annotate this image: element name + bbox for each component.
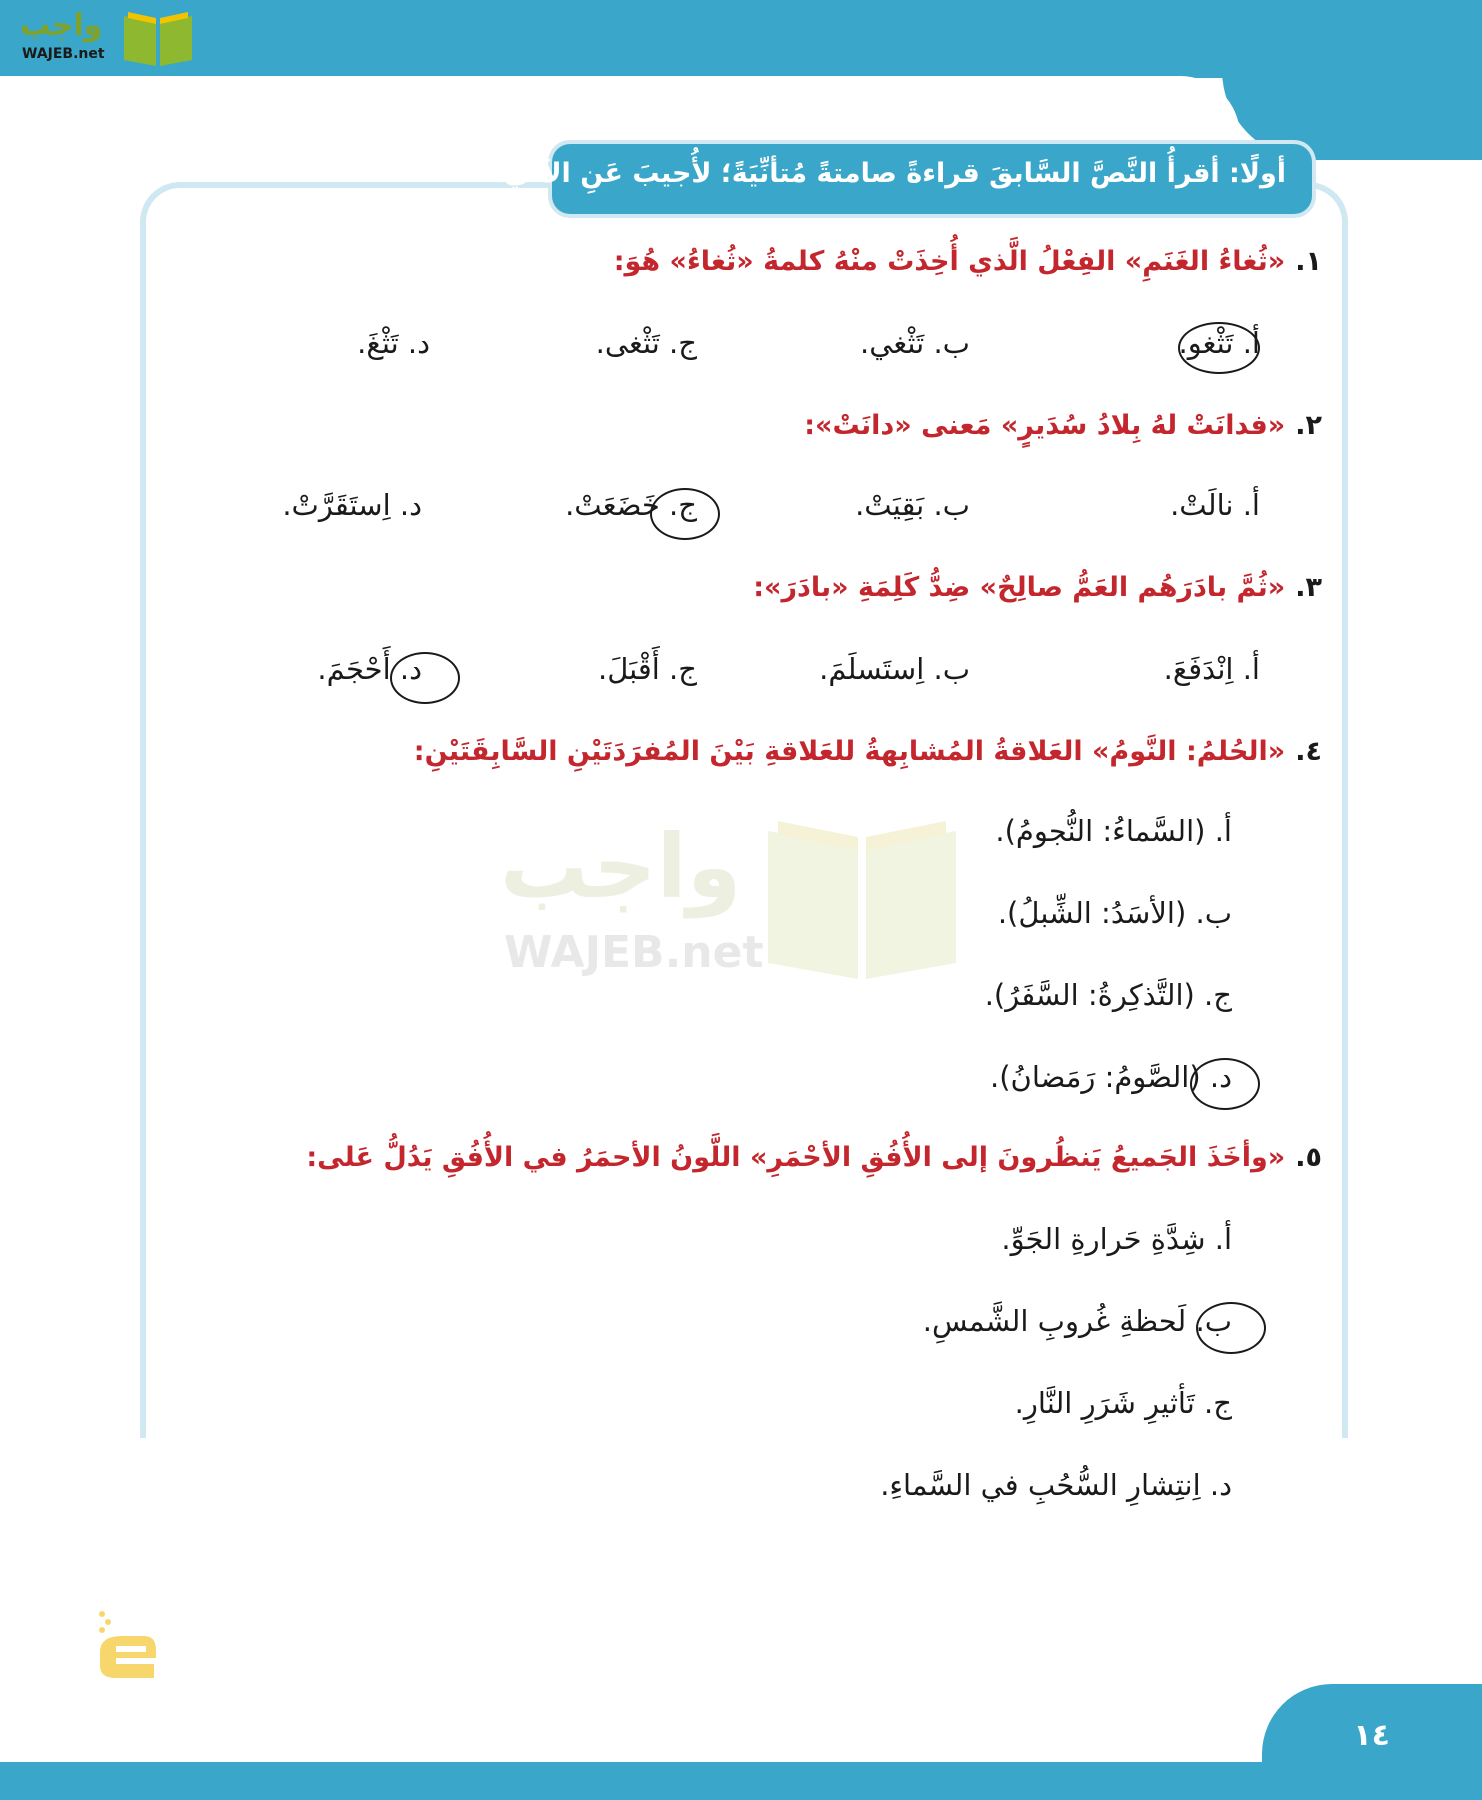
q3-option-a[interactable]: أ. اِنْدَفَعَ. [1163,652,1260,686]
answer-circle [1178,322,1260,374]
q3-option-b[interactable]: ب. اِستَسلَمَ. [819,652,970,686]
wajeb-logo[interactable] [12,6,192,70]
q4-option-a[interactable]: أ. (السَّماءُ: النُّجومُ). [995,814,1232,848]
question-4 [414,736,1322,767]
bottom-band [0,1762,1482,1800]
q2-option-c[interactable]: ج. خَضَعَتْ. [565,488,697,522]
watermark-arabic-text: واجب [500,815,742,918]
question-number: ٥. [1295,1142,1322,1173]
answer-circle [390,652,460,704]
side-logo [92,1608,162,1702]
q5-option-c[interactable]: ج. تَأثيرِ شَرَرِ النَّارِ. [1014,1386,1232,1420]
wajeb-watermark [500,815,980,985]
watermark-latin-text: WAJEB.net [504,927,764,978]
logo-latin-text: WAJEB.net [22,46,105,62]
decorative-logo-icon [92,1608,162,1698]
q4-option-c[interactable]: ج. (التَّذكِرةُ: السَّفَرُ). [984,978,1232,1012]
section-header [493,144,1312,214]
top-band-corner [1222,0,1482,160]
q4-option-b[interactable]: ب. (الأسَدُ: الشِّبلُ). [997,896,1232,930]
q5-option-b[interactable]: ب. لَحظةِ غُروبِ الشَّمسِ. [922,1304,1232,1338]
question-text: «فدانَتْ لهُ بِلادُ سُدَيرٍ» مَعنى «دانَتْ»: [804,410,1286,441]
book-icon [120,10,196,68]
q2-option-d[interactable]: د. اِستَقَرَّتْ. [282,488,422,522]
question-text: «ثُمَّ بادَرَهُم العَمُّ صالِحٌ» ضِدُّ كَلِمَةِ «بادَرَ»: [753,572,1286,603]
q2-option-a[interactable]: أ. نالَتْ. [1170,488,1260,522]
answer-circle [1190,1058,1260,1110]
answer-circle [650,488,720,540]
question-number: ٤. [1295,736,1322,767]
q4-option-d[interactable]: د. (الصَّومُ: رَمَضانُ). [990,1060,1232,1094]
page-number: ١٤ [1353,1718,1390,1753]
question-text: «ثُغاءُ الغَنَمِ» الفِعْلُ الَّذي أُخِذَتْ منْهُ كلمةُ «ثُغاءُ» هُوَ: [613,246,1286,277]
book-icon [762,817,962,982]
q5-option-d[interactable]: د. اِنتِشارِ السُّحُبِ في السَّماءِ. [880,1468,1232,1502]
question-1 [614,246,1322,277]
question-3 [753,572,1322,603]
question-number: ١. [1295,246,1322,277]
q1-option-c[interactable]: ج. تَثْغى. [595,326,697,360]
q2-option-b[interactable]: ب. بَقِيَتْ. [855,488,970,522]
question-number: ٢. [1295,410,1322,441]
top-white-curve [0,76,1240,136]
q1-option-a[interactable]: أ. تَثْغو. [1178,326,1260,360]
q3-option-c[interactable]: ج. أَقْبَلَ. [597,652,697,686]
answer-circle [1196,1302,1266,1354]
q1-option-d[interactable]: د. تَثْغَ. [357,326,430,360]
question-2 [804,410,1322,441]
q1-option-b[interactable]: ب. تَثْغي. [860,326,970,360]
q3-option-d[interactable]: د. أَحْجَمَ. [317,652,422,686]
q5-option-a[interactable]: أ. شِدَّةِ حَرارةِ الجَوِّ. [1001,1222,1232,1256]
question-text: «الحُلمُ: النَّومُ» العَلاقةُ المُشابِهةُ للعَلاقةِ بَيْنَ المُفرَدَتَيْنِ السَّابِقَتَيْنِ: [413,736,1286,767]
logo-arabic-text: واجب [20,8,103,43]
question-number: ٣. [1295,572,1322,603]
section-instruction: أولًا: أقرأُ النَّصَّ السَّابقَ قراءةً صامتةً مُتأنِّيَةً؛ لأُجيبَ عَنِ الآتي: [493,158,1286,189]
question-5 [306,1142,1322,1173]
question-text: «وأخَذَ الجَميعُ يَنظُرونَ إلى الأُفُقِ الأحْمَرِ» اللَّونُ الأحمَرُ في الأُفُقِ يَدُلُّ عَلى: [306,1142,1286,1173]
